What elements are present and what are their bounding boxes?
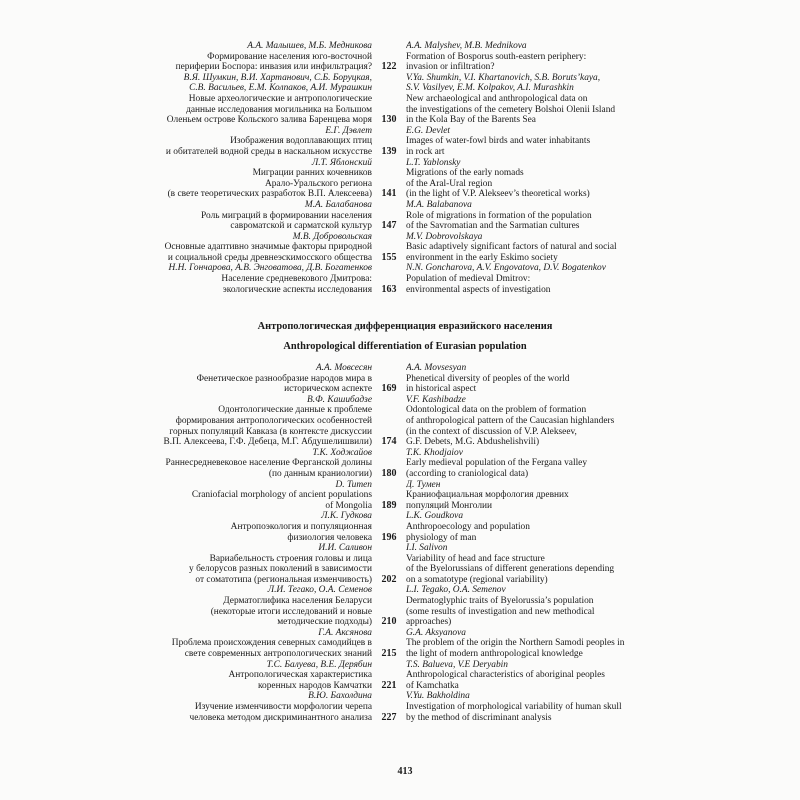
entry-en-authors: M.V. Dobrovolskaya [406,231,483,242]
toc-entry [150,395,660,448]
entry-en [406,511,660,543]
entry-en-title-line: (some results of investigation and new methodical [406,606,595,617]
entry-en-authors: E.G. Devlet [406,125,450,136]
entry-en-title-line: by the method of discriminant analysis [406,712,552,723]
entry-en [406,448,660,480]
entry-en-authors: V.Yu. Bakholdina [406,691,470,702]
entry-en-title-line: environmental aspects of investigation [406,284,551,295]
entry-ru-title-line: (некоторые итоги исследований и новые [210,606,372,617]
toc-entry [150,200,660,232]
entry-en-title-line: (in the context of discussion of V.P. Alekseev, [406,426,577,437]
entry-ru-title-line: Фенетическое разнообразие народов мира в [196,373,372,384]
entry-en-authors: Д. Тумен [406,479,441,490]
entry-ru-authors: М.А. Балабанова [304,199,372,210]
entry-en-authors: T.K. Khodjaiov [406,447,463,458]
toc-entry [150,691,660,723]
entry-page-number: 215 [381,648,397,660]
entry-en [406,363,660,395]
entry-ru [150,480,372,512]
entry-en-title-line: approaches) [406,617,452,628]
entry-en [406,628,660,660]
toc-entry [150,232,660,264]
entry-en-title-line: physiology of man [406,532,477,543]
entry-ru-title-line: методические подходы) [277,617,372,628]
entry-en-title-line: New archaeological and anthropological data on [406,93,588,104]
entry-ru-title-line: Основные адаптивно значимые факторы природной [164,242,372,253]
entry-ru-authors: В.Ю. Бахолдина [308,691,372,702]
entry-ru-title-line: В.П. Алексеева, Г.Ф. Дебеца, М.Г. Абдушелишвили) [163,437,372,448]
entry-ru-authors: М.В. Добровольская [292,231,372,242]
toc-entry [150,448,660,480]
entry-ru [150,511,372,543]
entry-en [406,585,660,627]
entry-page-number: 141 [381,188,397,200]
entry-ru-title-line: Craniofacial morphology of ancient populations [191,490,372,501]
entry-en-title-line: of anthropological pattern of the Caucasian highlanders [406,415,615,426]
toc-entry [150,660,660,692]
entry-ru-authors: В.Я. Шумкин, В.И. Хартанович, С.Б. Боруцкая, [183,72,372,83]
entry-page-number: 163 [381,283,397,295]
entry-ru-authors: А.А. Малышев, М.Б. Медникова [247,41,372,51]
toc-entry [150,543,660,585]
entry-ru [150,395,372,448]
entry-en-title-line: Population of medieval Dmitrov: [406,274,531,285]
toc-entry [150,158,660,200]
entry-en-authors: N.N. Goncharova, A.V. Engovatova, D.V. Bogatenkov [406,263,606,274]
entry-en-title-line: Anthropoecology and population [406,521,530,532]
entry-en-title-line: of the Byelorussians of different generations depending [406,564,615,575]
entry-ru-title-line: Арало-Уральского региона [264,178,372,189]
entry-en-title-line: invasion or infiltration? [406,62,495,73]
entry-en-authors: T.S. Balueva, V.E Deryabin [406,659,508,670]
entry-page-number: 202 [381,573,397,585]
entry-page-number: 130 [381,114,397,126]
entry-en-title-line: Role of migrations in formation of the population [406,210,592,221]
entry-en [406,543,660,585]
entry-ru-authors: Т.К. Ходжайов [312,447,372,458]
entry-ru-title-line: и социальной среды древнеэскимосского общества [167,252,372,263]
entry-en-title-line: популяций Монголии [406,500,493,511]
entry-en-title-line: the investigations of the cemetery Bolshoi Olenii Island [406,104,616,115]
entry-en [406,232,660,264]
toc-entry [150,263,660,295]
entry-ru-title-line: Изучение изменчивости морфологии черепа [194,702,372,712]
entry-ru [150,41,372,73]
entry-ru-title-line: у белорусов разных поколений в зависимости [189,564,372,575]
entry-ru-authors: А.А. Мовсесян [315,363,372,373]
entry-page-number: 122 [381,61,397,73]
entry-en-title-line: Migrations of the early nomads [406,168,524,179]
entry-ru-title-line: историческом аспекте [284,384,372,395]
entry-ru-authors: Н.Н. Гончарова, А.В. Энговатова, Д.В. Богатенков [168,263,372,274]
entry-en-title-line: of the Savromatian and the Sarmatian cultures [406,221,580,232]
toc-entry [150,480,660,512]
entry-en-title-line: (according to craniological data) [406,468,529,479]
entry-en [406,480,660,512]
entry-ru-title-line: физиология человека [287,532,372,543]
entry-ru-title-line: Роль миграций в формировании населения [201,210,372,221]
entry-ru-title-line: Новые археологические и антропологические [188,93,372,104]
toc-section-1 [150,41,660,295]
entry-ru [150,200,372,232]
entry-ru-title-line: Антропоэкология и популяционная [230,521,372,532]
entry-ru-title-line: Вариабельность строения головы и лица [209,553,372,564]
entry-ru-title-line: Формирование населения юго-восточной [207,51,372,62]
entry-en [406,395,660,448]
entry-ru [150,158,372,200]
entry-ru-authors: Г.А. Аксянова [318,627,372,638]
toc-entry [150,511,660,543]
entry-en-title-line: in historical aspect [406,384,477,395]
entry-ru-title-line: формирования антропологических особенностей [175,415,372,426]
entry-ru-authors: D. Tumen [335,479,372,490]
entry-page-number: 210 [381,616,397,628]
entry-ru-title-line: Изображения водоплавающих птиц [230,136,372,147]
entry-en-title-line: (in the light of V.P. Alekseev’s theoretical works) [406,189,590,200]
entry-ru-title-line: и обитателей водной среды в наскальном искусстве [165,146,372,157]
entry-ru [150,660,372,692]
entry-en-authors: I.I. Salivon [406,543,448,554]
entry-en-title-line: Images of water-fowl birds and water inhabitants [406,136,591,147]
entry-ru-authors: С.В. Васильев, Е.М. Колпаков, А.И. Мурашкин [189,83,372,94]
entry-page-number: 155 [381,251,397,263]
entry-en-title-line: in the Kola Bay of the Barents Sea [406,115,536,126]
toc-entry [150,126,660,158]
entry-page-number: 196 [381,531,397,543]
entry-en-authors: A.A. Malyshev, M.B. Mednikova [406,41,527,51]
entry-ru-authors: Л.Т. Яблонский [311,157,372,168]
entry-ru-title-line: Антропологическая характеристика [228,670,372,681]
entry-ru [150,263,372,295]
entry-en-title-line: Phenetical diversity of peoples of the world [406,373,570,384]
entry-ru-title-line: от соматотипа (региональная изменчивость) [195,574,372,585]
entry-ru [150,448,372,480]
entry-en-title-line: Variability of head and face structure [406,553,545,564]
entry-page-number: 169 [381,383,397,395]
entry-en [406,263,660,295]
entry-en [406,73,660,126]
entry-page-number: 174 [381,436,397,448]
entry-en-title-line: Early medieval population of the Fergana valley [406,458,588,469]
entry-en-title-line: of the Aral-Ural region [406,178,493,189]
entry-en [406,691,660,723]
entry-ru-authors: Л.К. Гудкова [321,511,372,522]
entry-ru-title-line: Одонтологические данные к проблеме [218,405,372,416]
toc-entry [150,585,660,627]
entry-ru-authors: Л.И. Тегако, О.А. Семенов [267,585,372,596]
entry-en [406,200,660,232]
entry-en-title-line: Formation of Bosporus south-eastern periphery: [406,51,587,62]
entry-ru [150,73,372,126]
entry-page-number: 221 [381,679,397,691]
entry-ru-title-line: Население средневекового Дмитрова: [221,274,372,285]
entry-ru-title-line: данные исследования могильника на Большом [186,104,372,115]
entry-page-number: 180 [381,467,397,479]
entry-ru-title-line: Раннесредневековое население Ферганской долины [165,458,372,469]
entry-ru [150,691,372,723]
entry-en-title-line: Basic adaptively significant factors of natural and social [406,242,617,253]
toc-entry [150,628,660,660]
entry-en-authors: S.V. Vasilyev, E.M. Kolpakov, A.I. Murashkin [406,83,574,94]
entry-en [406,126,660,158]
entry-ru-authors: Т.С. Балуева, В.Е. Дерябин [266,659,372,670]
entry-en-authors: G.A. Aksyanova [406,627,466,638]
entry-ru-title-line: горных популяций Кавказа (в контексте дискуссии [169,426,372,437]
entry-page-number: 189 [381,499,397,511]
entry-en-authors: L.I. Tegako, O.A. Semenov [406,585,506,596]
entry-en-title-line: Odontological data on the problem of formation [406,405,587,416]
entry-ru-title-line: Дерматоглифика населения Беларуси [223,596,372,607]
toc-entry [150,363,660,395]
entry-en-title-line: in rock art [406,146,445,157]
toc-section-2 [150,363,660,723]
entry-en [406,41,660,73]
page-number: 413 [397,766,413,777]
entry-ru-title-line: (в свете теоретических разработок В.П. Алексеева) [167,189,372,200]
entry-en-title-line: environment in the early Eskimo society [406,252,558,263]
entry-ru-title-line: экологические аспекты исследования [222,284,372,295]
section-heading-ru: Антропологическая дифференциация евразийского населения [257,321,553,332]
entry-en-authors: L.K. Goudkova [406,511,464,522]
entry-en-title-line: The problem of the origin the Northern Samodi peoples in [406,638,625,649]
entry-ru-title-line: Оленьем острове Кольского залива Баренцева моря [166,115,372,126]
entry-ru [150,126,372,158]
entry-ru-authors: И.И. Саливон [318,543,372,554]
entry-ru-title-line: человека методом дискриминантного анализа [189,712,372,723]
entry-ru-title-line: свете современных антропологических знаний [184,649,372,660]
entry-ru [150,585,372,627]
entry-page-number: 147 [381,220,397,232]
entry-en-title-line: Dermatoglyphic traits of Byelorussia’s population [406,596,594,607]
entry-en-title-line: on a somatotype (regional variability) [406,574,548,585]
entry-en [406,660,660,692]
entry-ru-title-line: коренных народов Камчатки [257,680,372,691]
section-heading-en: Anthropological differentiation of Eurasian population [283,341,527,352]
toc-entry [150,73,660,126]
entry-ru-authors: Е.Г. Дэвлет [325,125,372,136]
entry-ru-title-line: (по данным краниологии) [268,468,372,479]
entry-ru [150,363,372,395]
entry-ru-authors: В.Ф. Кашибадзе [307,394,372,405]
toc-entry [150,41,660,73]
entry-en-title-line: G.F. Debets, M.G. Abdushelishvili) [406,437,540,448]
entry-page-number: 227 [381,711,397,723]
entry-en-authors: L.T. Yablonsky [406,157,461,168]
entry-en-authors: V.Ya. Shumkin, V.I. Khartanovich, S.B. Boruts’kaya, [406,72,601,83]
entry-en-authors: A.A. Movsesyan [406,363,467,373]
entry-ru-title-line: периферии Боспора: инвазия или инфильтрация? [175,62,372,73]
entry-en-title-line: Краниофациальная морфология древних [406,490,569,501]
entry-en-title-line: Investigation of morphological variability of human skull [406,702,622,712]
entry-en-authors: M.A. Balabanova [406,199,472,210]
entry-en-title-line: Anthropological characteristics of aboriginal peoples [406,670,605,681]
entry-ru [150,628,372,660]
entry-ru [150,543,372,585]
entry-en-title-line: of Kamchatka [406,680,459,691]
entry-ru [150,232,372,264]
entry-en-title-line: the light of modern anthropological knowledge [406,649,583,660]
entry-page-number: 139 [381,145,397,157]
entry-ru-title-line: савроматской и сарматской культур [230,221,372,232]
entry-ru-title-line: Проблема происхождения северных самодийцев в [171,638,372,649]
entry-en [406,158,660,200]
entry-ru-title-line: Миграции ранних кочевников [252,168,372,179]
entry-ru-title-line: of Mongolia [325,500,372,511]
entry-en-authors: V.F. Kashibadze [406,394,466,405]
